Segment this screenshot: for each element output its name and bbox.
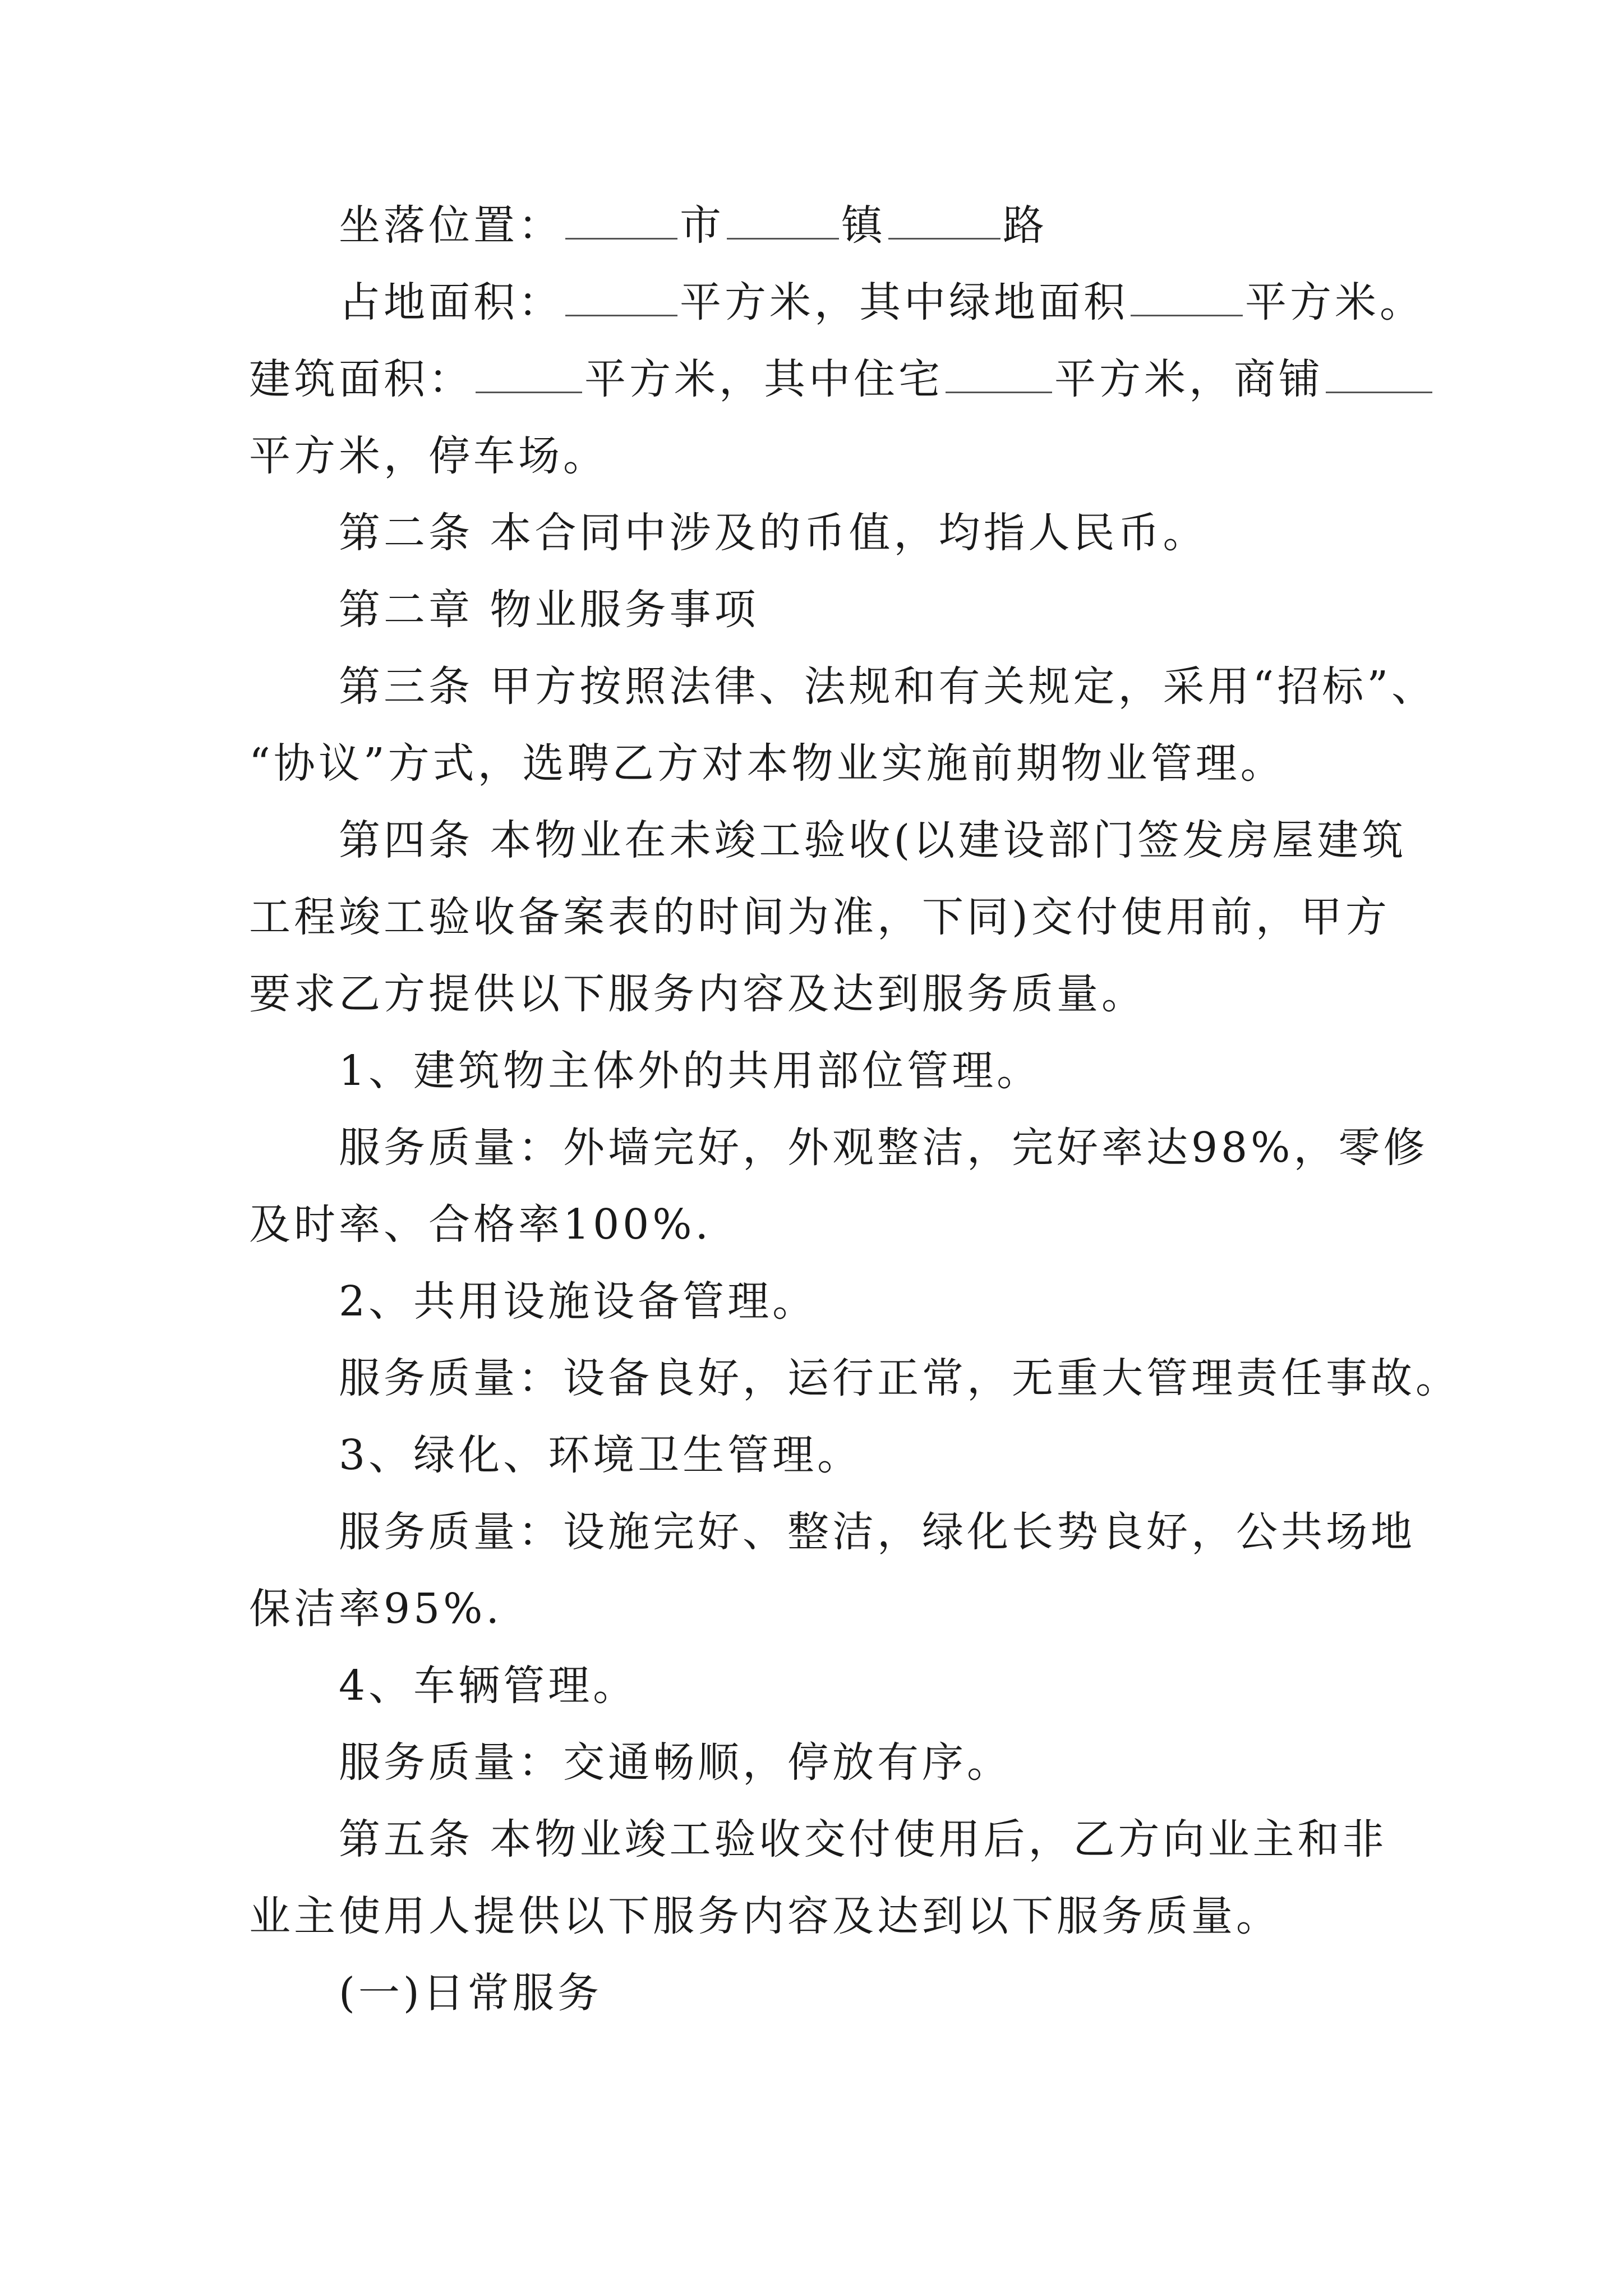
land-area-blank: [565, 283, 677, 316]
road-blank: [888, 206, 1000, 240]
residential-label: 平方米，其中住宅: [584, 355, 943, 403]
paragraph-line: 及时率、合格率100%.: [249, 1200, 712, 1249]
shop-label: 平方米，商铺: [1054, 355, 1324, 403]
section-daily-service: (一)日常服务: [339, 1969, 602, 2017]
residential-blank: [946, 360, 1052, 393]
city-label: 市: [680, 201, 725, 250]
service-quality-2: 服务质量：设备良好，运行正常，无重大管理责任事故。: [339, 1354, 1460, 1402]
article-5: 第五条 本物业竣工验收交付使用后，乙方向业主和非: [339, 1815, 1387, 1864]
paragraph-line: 要求乙方提供以下服务内容及达到服务质量。: [249, 970, 1146, 1018]
location-label: 坐落位置：: [339, 201, 563, 250]
article-2: 第二条 本合同中涉及的币值，均指人民币。: [339, 509, 1208, 557]
building-area-label: 建筑面积：: [249, 355, 473, 403]
paragraph-line: 保洁率95%.: [249, 1585, 502, 1633]
service-quality-1: 服务质量：外墙完好，外观整洁，完好率达98%，零修: [339, 1124, 1428, 1172]
building-area-blank: [476, 360, 582, 393]
land-area-line: [249, 278, 1427, 326]
list-item-4: 4、车辆管理。: [339, 1662, 638, 1710]
land-area-label: 占地面积：: [339, 278, 563, 326]
list-item-1: 1、建筑物主体外的共用部位管理。: [339, 1047, 1042, 1095]
document-body: [249, 201, 1460, 2051]
paragraph-line: 平方米，停车场。: [249, 432, 608, 480]
paragraph-line: “协议”方式，选聘乙方对本物业实施前期物业管理。: [249, 739, 1285, 788]
list-item-3: 3、绿化、环境卫生管理。: [339, 1431, 863, 1479]
article-4: 第四条 本物业在未竣工验收(以建设部门签发房屋建筑: [339, 816, 1407, 864]
city-blank: [565, 206, 677, 240]
green-area-label: 平方米，其中绿地面积: [680, 278, 1128, 326]
article-3: 第三条 甲方按照法律、法规和有关规定，采用“招标”、: [339, 662, 1437, 711]
paragraph-line: 业主使用人提供以下服务内容及达到以下服务质量。: [249, 1892, 1281, 1940]
location-line: [249, 201, 1427, 250]
town-label: 镇: [841, 201, 886, 250]
green-area-blank: [1131, 283, 1243, 316]
building-area-line: [249, 355, 1427, 403]
paragraph-line: 工程竣工验收备案表的时间为准，下同)交付使用前，甲方: [249, 893, 1390, 941]
road-label: 路: [1003, 201, 1048, 250]
shop-blank: [1326, 360, 1432, 393]
list-item-2: 2、共用设施设备管理。: [339, 1277, 818, 1326]
green-area-unit: 平方米。: [1245, 278, 1424, 326]
town-blank: [727, 206, 839, 240]
chapter-2-heading: 第二章 物业服务事项: [339, 586, 759, 634]
service-quality-4: 服务质量：交通畅顺，停放有序。: [339, 1738, 1012, 1787]
service-quality-3: 服务质量：设施完好、整洁，绿化长势良好，公共场地: [339, 1508, 1415, 1556]
